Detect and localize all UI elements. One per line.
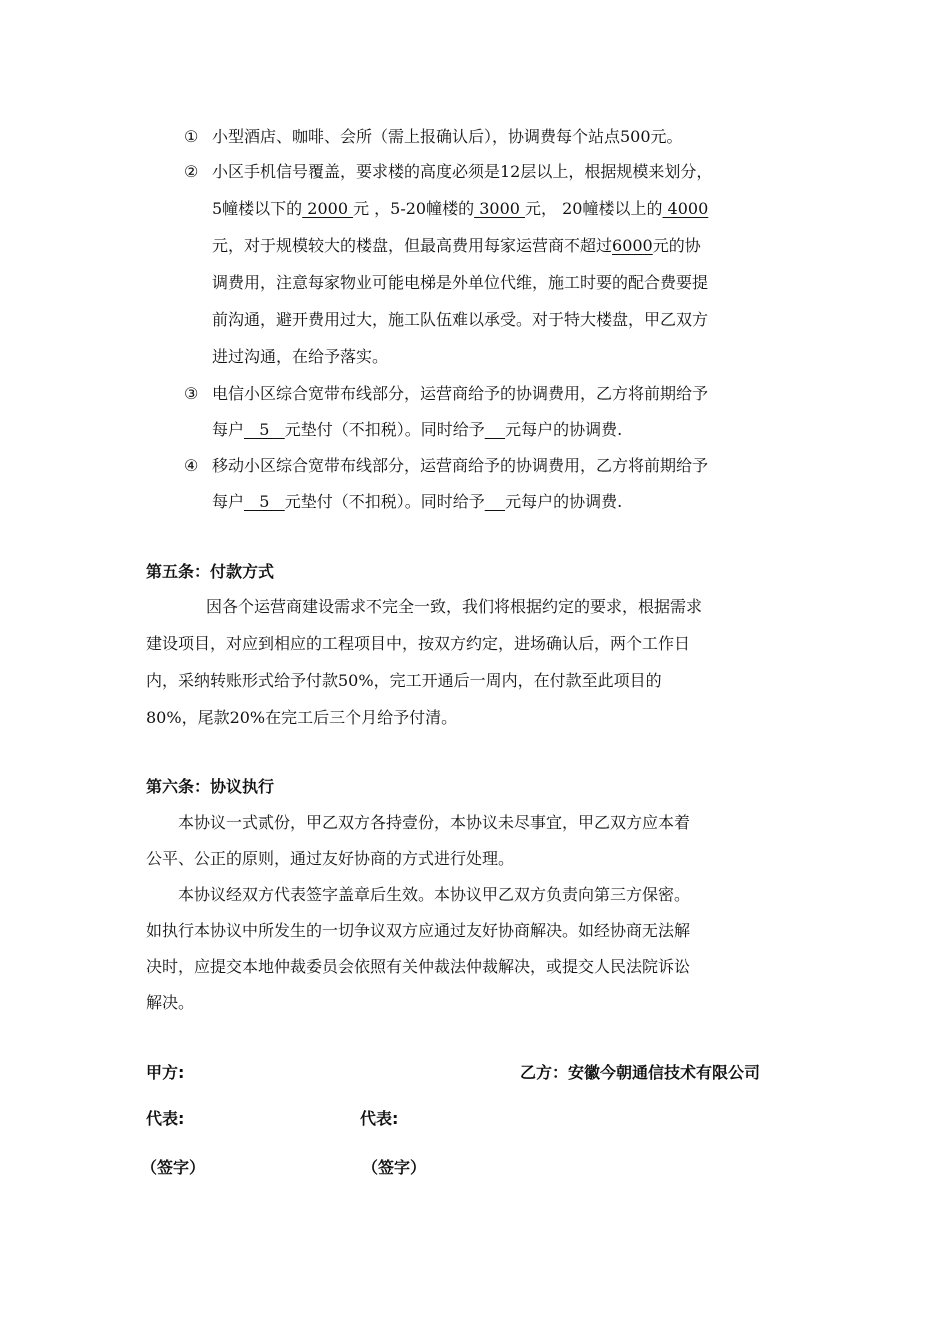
item-4-line-1: 移动小区综合宽带布线部分，运营商给予的协调费用，乙方将前期给予	[212, 456, 709, 475]
section-6-line-4: 如执行本协议中所发生的一切争议双方应通过友好协商解决。如经协商无法解	[146, 921, 691, 940]
section-6-line-2: 公平、公正的原则，通过友好协商的方式进行处理。	[146, 849, 515, 868]
party-a-label: 甲方:	[146, 1063, 185, 1082]
advance-value: 5	[244, 420, 285, 439]
section-6-line-3: 本协议经双方代表签字盖章后生效。本协议甲乙双方负责向第三方保密。	[178, 885, 691, 904]
party-b-representative: 代表:	[360, 1109, 399, 1128]
item-marker: ②	[184, 162, 199, 181]
section-5-line-1: 因各个运营商建设需求不完全一致，我们将根据约定的要求，根据需求	[206, 597, 703, 616]
section-5-line-4: 80%，尾款20%在完工后三个月给予付清。	[146, 708, 458, 727]
section-6-line-1: 本协议一式贰份，甲乙双方各持壹份，本协议未尽事宜，甲乙双方应本着	[178, 813, 691, 832]
item-2-line-4: 调费用，注意每家物业可能电梯是外单位代维，施工时要的配合费要提	[212, 273, 709, 292]
item-2-line-2: 5幢楼以下的 2000 元 ，5-20幢楼的 3000 元， 20幢楼以上的 4000	[212, 199, 709, 218]
party-b-signature: （签字）	[362, 1158, 427, 1177]
item-marker: ④	[184, 456, 199, 475]
party-b-label: 乙方：安徽今朝通信技术有限公司	[520, 1063, 761, 1082]
item-3-line-2: 每户 5 元垫付（不扣税）。同时给予 元每户的协调费.	[212, 420, 623, 439]
section-5-line-3: 内，采纳转账形式给予付款50%，完工开通后一周内，在付款至此项目的	[146, 671, 662, 690]
section-5-line-2: 建设项目，对应到相应的工程项目中，按双方约定，进场确认后，两个工作日	[146, 634, 691, 653]
section-5-title: 第五条：付款方式	[146, 562, 275, 581]
item-4-line-2: 每户 5 元垫付（不扣税）。同时给予 元每户的协调费.	[212, 492, 623, 511]
fee-value-large: 4000	[662, 199, 709, 218]
item-marker: ③	[184, 384, 199, 403]
item-2-line-6: 进过沟通，在给予落实。	[212, 347, 389, 366]
item-2-line-5: 前沟通，避开费用过大，施工队伍难以承受。对于特大楼盘，甲乙双方	[212, 310, 709, 329]
item-1-text: 小型酒店、咖啡、会所（需上报确认后），协调费每个站点500元。	[212, 127, 683, 146]
fee-value-medium: 3000	[474, 199, 526, 218]
party-a-representative: 代表:	[146, 1109, 185, 1128]
section-6-line-5: 决时，应提交本地仲裁委员会依照有关仲裁法仲裁解决，或提交人民法院诉讼	[146, 957, 691, 976]
section-6-title: 第六条：协议执行	[146, 777, 275, 796]
blank-field	[485, 492, 505, 511]
item-2-line-1: 小区手机信号覆盖，要求楼的高度必须是12层以上，根据规模来划分，	[212, 162, 713, 181]
fee-value-small: 2000	[302, 199, 354, 218]
section-6-line-6: 解决。	[146, 993, 195, 1012]
blank-field	[485, 420, 505, 439]
party-a-signature: （签字）	[141, 1158, 206, 1177]
item-2-line-3: 元，对于规模较大的楼盘，但最高费用每家运营商不超过6000元的协	[212, 236, 701, 255]
fee-value-max: 6000	[612, 236, 653, 255]
item-3-line-1: 电信小区综合宽带布线部分，运营商给予的协调费用，乙方将前期给予	[212, 384, 709, 403]
advance-value: 5	[244, 492, 285, 511]
item-marker: ①	[184, 127, 199, 146]
